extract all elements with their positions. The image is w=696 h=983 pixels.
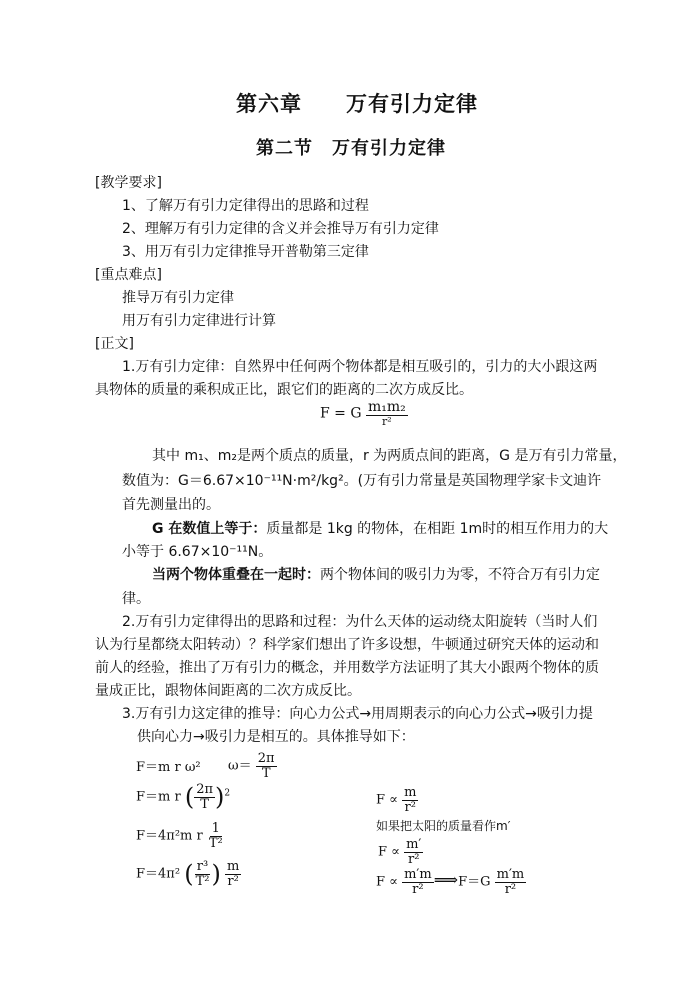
- chapter-title: 第六章 万有引力定律: [236, 92, 478, 116]
- eq-left: F ∝: [376, 874, 398, 890]
- proportion-3: [376, 868, 526, 896]
- eq-den: T: [261, 765, 271, 781]
- bold-label: 当两个物体重叠在一起时：: [152, 567, 320, 583]
- eq-left: F＝m r: [136, 789, 181, 805]
- eq-den: r²: [404, 799, 416, 815]
- key-point-item: 用万有引力定律进行计算: [122, 313, 276, 329]
- paragraph-line: 小等于 6.67×10⁻¹¹N。: [122, 544, 273, 560]
- eq-den: r²: [408, 851, 420, 867]
- equation-2: [136, 783, 230, 811]
- bold-label: G 在数值上等于：: [152, 521, 267, 537]
- equation-4: [136, 860, 241, 888]
- eq-left: F ∝: [378, 844, 400, 860]
- formula-numerator: m₁m₂: [367, 399, 406, 415]
- paragraph-line: 2.万有引力定律得出的思路和过程：为什么天体的运动绕太阳旋转（当时人们: [122, 614, 598, 630]
- eq-num: 2π: [257, 751, 275, 766]
- formula-denominator: r²: [382, 414, 392, 428]
- eq-left: F＝4π²: [136, 866, 181, 882]
- equation-3: [136, 822, 225, 850]
- eq-den: r²: [412, 881, 424, 897]
- paragraph-line: 供向心力→吸引力是相互的。具体推导如下：: [137, 729, 415, 745]
- eq-den: T: [200, 796, 209, 812]
- paragraph-line: 数值为：G＝6.67×10⁻¹¹N·m²/kg²。(万有引力常量是英国物理学家卡文迪许: [122, 473, 602, 489]
- eq-den: r²: [504, 881, 517, 897]
- omega-equation: [228, 752, 277, 780]
- paragraph-text: 两个物体间的吸引力为零，不符合万有引力定: [320, 567, 600, 583]
- implies-arrow: ⟹: [433, 870, 459, 891]
- eq-num: m: [404, 785, 417, 800]
- eq-num: 2π: [196, 782, 214, 797]
- paren-open: (: [184, 783, 195, 812]
- eq-den: T²: [208, 835, 223, 851]
- paragraph-line: 其中 m₁、m₂是两个质点的质量，r 为两质点间的距离，G 是万有引力常量，: [152, 448, 627, 464]
- paren-close: ): [215, 783, 225, 812]
- teaching-req-heading: [教学要求]: [95, 175, 162, 191]
- eq-num: r³: [196, 859, 209, 874]
- proportion-2: [378, 838, 423, 866]
- eq-den: T²: [195, 873, 210, 889]
- paren-open: (: [184, 860, 194, 889]
- derivation-note: 如果把太阳的质量看作m′: [376, 819, 511, 833]
- eq-den: r²: [227, 873, 239, 889]
- eq-exponent: 2: [224, 788, 231, 799]
- section-title: 第二节 万有引力定律: [256, 138, 446, 159]
- key-point-item: 推导万有引力定律: [122, 290, 234, 306]
- eq-left: ω＝: [228, 758, 252, 774]
- paragraph-line: 3.万有引力这定律的推导：向心力公式→用周期表示的向心力公式→吸引力提: [122, 706, 593, 722]
- eq-num: 1: [211, 821, 220, 836]
- eq-num: m′m: [496, 867, 525, 882]
- gravitation-formula: [320, 400, 408, 427]
- eq-num: m′m: [404, 867, 432, 882]
- teaching-req-item: 3、用万有引力定律推导开普勒第三定律: [122, 244, 369, 260]
- paragraph-line: 具物体的质量的乘积成正比，跟它们的距离的二次方成反比。: [95, 382, 473, 398]
- teaching-req-item: 2、理解万有引力定律的含义并会推导万有引力定律: [122, 221, 439, 237]
- paragraph-line: 量成正比，跟物体间距离的二次方成反比。: [95, 683, 361, 699]
- result-left: F＝G: [458, 874, 491, 890]
- paragraph-line: [152, 564, 600, 584]
- paragraph-line: 前人的经验，推出了万有引力的概念，并用数学方法证明了其大小跟两个物体的质: [95, 660, 599, 676]
- paragraph-line: 律。: [122, 591, 150, 607]
- eq-num: m: [226, 859, 240, 874]
- key-points-heading: [重点难点]: [95, 267, 162, 283]
- paragraph-line: [152, 518, 608, 538]
- paren-close: ): [211, 860, 221, 889]
- paragraph-line: 认为行星都绕太阳转动）？科学家们想出了许多设想，牛顿通过研究天体的运动和: [95, 637, 599, 653]
- proportion-1: [376, 786, 418, 814]
- eq-left: F ∝: [376, 792, 398, 808]
- formula-left: F = G: [320, 405, 362, 422]
- teaching-req-item: 1、了解万有引力定律得出的思路和过程: [122, 198, 369, 214]
- paragraph-line: 1.万有引力定律：自然界中任何两个物体都是相互吸引的，引力的大小跟这两: [122, 359, 598, 375]
- main-heading: [正文]: [95, 336, 134, 352]
- paragraph-text: 质量都是 1kg 的物体，在相距 1m时的相互作用力的大: [266, 521, 609, 537]
- paragraph-line: 首先测量出的。: [122, 497, 220, 513]
- eq-num: m′: [406, 837, 422, 852]
- eq-left: F＝4π²m r: [136, 828, 203, 844]
- equation-1: F＝m r ω²: [136, 760, 201, 775]
